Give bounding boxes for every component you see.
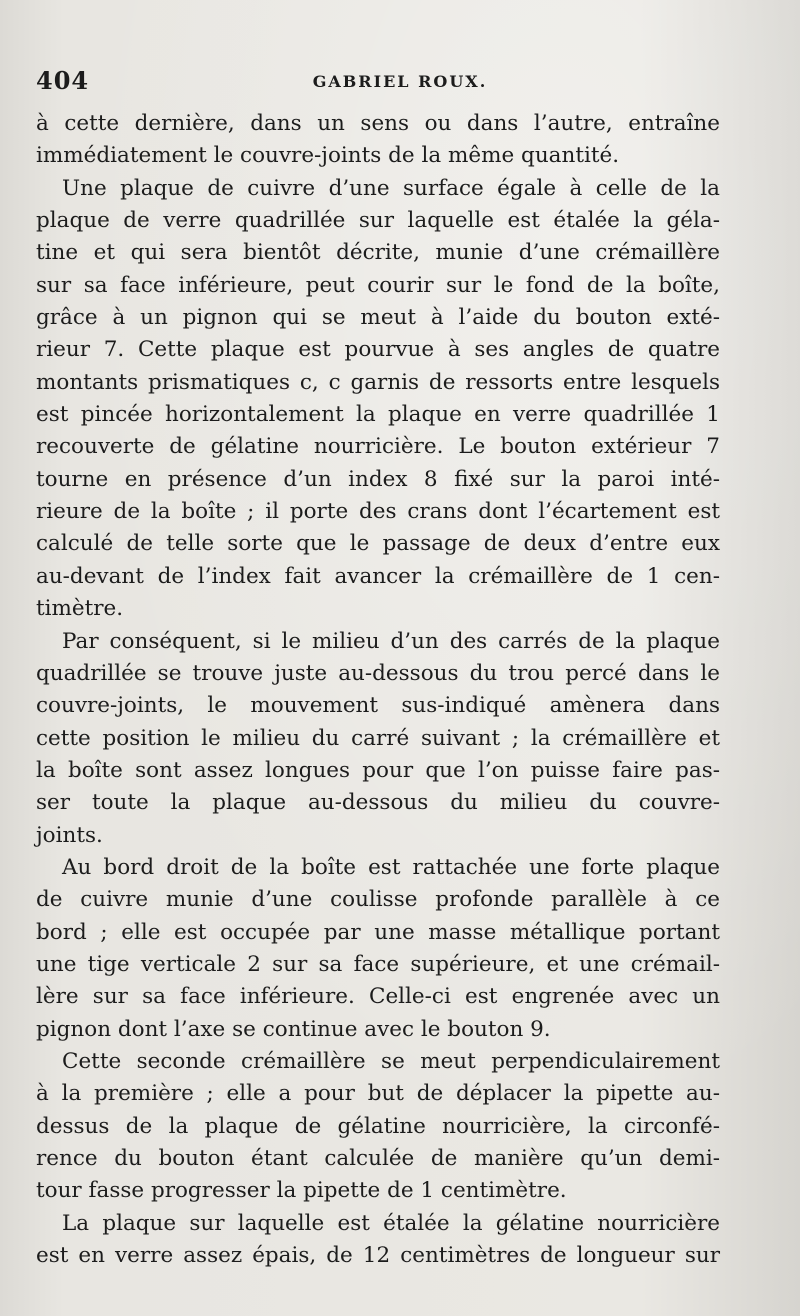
text-line: cette position le milieu du carré suivant ; la crémaillère et [36,725,720,751]
text-line: joints. [36,822,103,848]
text-line: tourne en présence d’un index 8 fixé sur la paroi inté- [36,466,720,492]
body-text [36,108,720,1272]
text-line: tine et qui sera bientôt décrite, munie d’une crémaillère [36,240,720,266]
text-line: immédiatement le couvre-joints de la même quantité. [36,143,620,169]
text-line: pignon dont l’axe se continue avec le bouton 9. [36,1016,551,1042]
running-header [36,66,764,100]
text-line: sur sa face inférieure, peut courir sur le fond de la boîte, [36,272,720,298]
text-line: dessus de la plaque de gélatine nourricière, la circonfé- [36,1113,720,1139]
paragraph-start-line: Cette seconde crémaillère se meut perpendiculairement [62,1048,720,1074]
text-line: plaque de verre quadrillée sur laquelle est étalée la géla- [36,208,720,234]
text-line: à cette dernière, dans un sens ou dans l’autre, entraîne [36,111,720,136]
text-line: au-devant de l’index fait avancer la crémaillère de 1 cen- [36,563,720,589]
paragraph-start-line: Par conséquent, si le milieu d’un des carrés de la plaque [62,628,720,654]
running-title: GABRIEL ROUX. [312,72,488,91]
text-line: bord ; elle est occupée par une masse métallique portant [36,919,720,945]
text-line: ser toute la plaque au-dessous du milieu du couvre- [36,790,720,816]
text-line: tour fasse progresser la pipette de 1 centimètre. [36,1178,567,1204]
text-line: grâce à un pignon qui se meut à l’aide du bouton exté- [36,305,720,331]
paragraph-start-line: Une plaque de cuivre d’une surface égale à celle de la [62,175,720,201]
text-line: quadrillée se trouve juste au-dessous du trou percé dans le [36,660,720,686]
text-line: couvre-joints, le mouvement sus-indiqué amènera dans [36,693,720,719]
text-line: calculé de telle sorte que le passage de deux d’entre eux [36,531,720,557]
text-line: une tige verticale 2 sur sa face supérieure, et une crémail- [36,951,720,977]
paragraph-start-line: La plaque sur laquelle est étalée la gélatine nourricière [62,1210,720,1236]
text-line: à la première ; elle a pour but de déplacer la pipette au- [36,1081,720,1107]
text-line: la boîte sont assez longues pour que l’on puisse faire pas- [36,757,720,783]
text-line: lère sur sa face inférieure. Celle-ci est engrenée avec un [36,984,720,1010]
text-line: rence du bouton étant calculée de manière qu’un demi- [36,1146,720,1171]
paragraph-start-line: Au bord droit de la boîte est rattachée une forte plaque [62,854,720,880]
text-line: timètre. [36,596,124,622]
page-number: 404 [36,66,90,95]
text-line: est pincée horizontalement la plaque en verre quadrillée 1 [36,402,720,428]
text-line: recouverte de gélatine nourricière. Le bouton extérieur 7 [36,434,720,460]
text-line: de cuivre munie d’une coulisse profonde parallèle à ce [36,887,720,913]
text-line: rieure de la boîte ; il porte des crans dont l’écartement est [36,499,720,525]
text-line: rieur 7. Cette plaque est pourvue à ses angles de quatre [36,337,720,363]
text-line: est en verre assez épais, de 12 centimètres de longueur sur [36,1243,720,1269]
text-line: montants prismatiques c, c garnis de ressorts entre lesquels [36,369,720,395]
